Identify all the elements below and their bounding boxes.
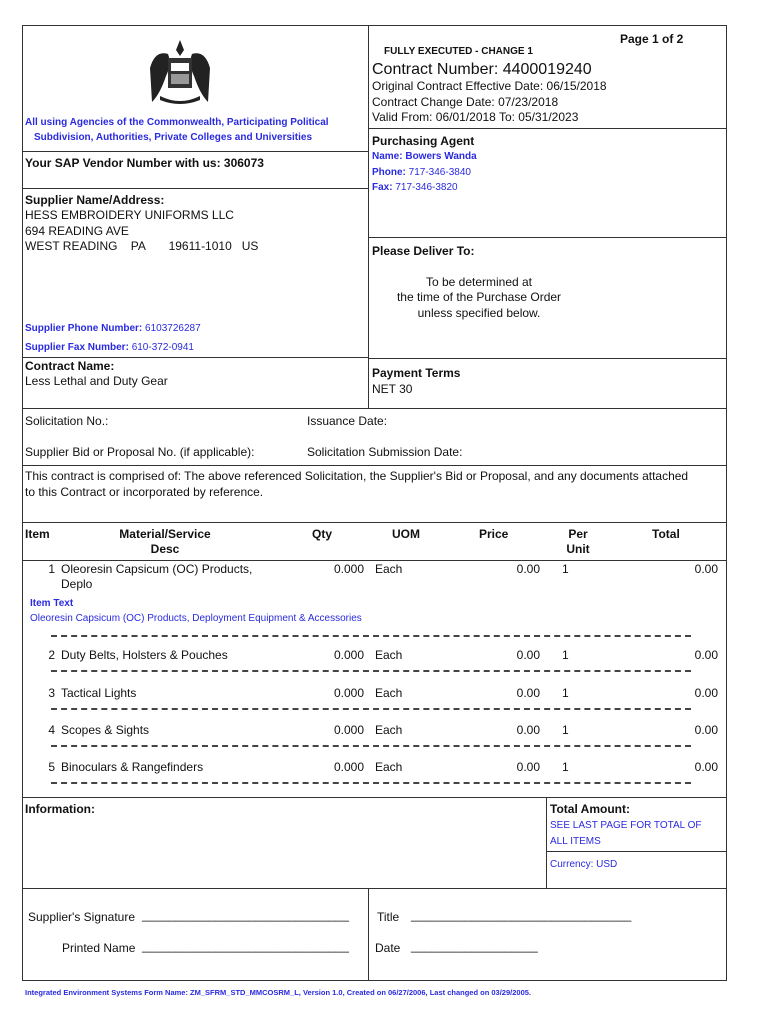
commonwealth-seal-icon [140, 38, 220, 106]
signature-field[interactable]: _______________________________ [142, 908, 349, 922]
contract-number: Contract Number: 4400019240 [372, 61, 592, 78]
col-uom: UOM [392, 527, 420, 541]
cell-uom: Each [375, 723, 403, 737]
comprised-text: This contract is comprised of: The above referenced Solicitation, the Supplier's Bid or Proposal, and any documents attached [25, 469, 689, 483]
cell-price: 0.00 [516, 562, 540, 576]
row-separator [51, 708, 691, 710]
cell-per: 1 [562, 686, 569, 700]
cell-item: 1 [48, 562, 55, 576]
supplier-label: Supplier Name/Address: [25, 193, 165, 207]
cell-total: 0.00 [694, 648, 718, 662]
total-note: SEE LAST PAGE FOR TOTAL OF [550, 820, 702, 831]
comprised-text: to this Contract or incorporated by reference. [25, 485, 264, 499]
col-desc: Desc [150, 542, 180, 556]
cell-item: 2 [48, 648, 55, 662]
cell-item: 3 [48, 686, 55, 700]
bid-no: Supplier Bid or Proposal No. (if applicable): [25, 445, 255, 459]
payment-terms: NET 30 [372, 382, 413, 396]
cell-total: 0.00 [694, 760, 718, 774]
deliver-label: Please Deliver To: [372, 244, 475, 258]
col-qty: Qty [312, 527, 333, 541]
printed-name-label: Printed Name [62, 941, 136, 955]
total-note: ALL ITEMS [550, 836, 601, 847]
col-desc: Material/Service [119, 527, 211, 541]
cell-qty: 0.000 [333, 723, 364, 737]
cell-per: 1 [562, 723, 569, 737]
col-per: Per [568, 527, 588, 541]
cell-per: 1 [562, 648, 569, 662]
payment-label: Payment Terms [372, 366, 461, 380]
cell-total: 0.00 [694, 723, 718, 737]
cell-uom: Each [375, 648, 403, 662]
printed-name-field[interactable]: _______________________________ [142, 939, 349, 953]
supplier-street: 694 READING AVE [25, 224, 129, 238]
cell-desc: Scopes & Sights [61, 723, 150, 737]
cell-price: 0.00 [516, 723, 540, 737]
supplier-city: WEST READING PA 19611-1010 US [25, 239, 259, 253]
supplier-phone: Supplier Phone Number: 6103726287 [25, 323, 201, 334]
cell-total: 0.00 [694, 686, 718, 700]
cell-total: 0.00 [694, 562, 718, 576]
submission-date: Solicitation Submission Date: [307, 445, 463, 459]
valid-dates: Valid From: 06/01/2018 To: 05/31/2023 [372, 110, 579, 124]
title-label: Title [377, 910, 400, 924]
row-separator [51, 635, 691, 637]
item-text: Oleoresin Capsicum (OC) Products, Deployment Equipment & Accessories [30, 613, 362, 624]
cell-item: 5 [48, 760, 55, 774]
contract-name-label: Contract Name: [25, 359, 115, 373]
cell-qty: 0.000 [333, 760, 364, 774]
agency-line2: Subdivision, Authorities, Private Colleges and Universities [34, 132, 313, 143]
deliver-line: To be determined at [425, 275, 533, 289]
title-field[interactable]: _________________________________ [411, 908, 632, 922]
change-date: Contract Change Date: 07/23/2018 [372, 95, 559, 109]
information-label: Information: [25, 802, 95, 816]
cell-qty: 0.000 [333, 562, 364, 576]
cell-qty: 0.000 [333, 648, 364, 662]
cell-price: 0.00 [516, 648, 540, 662]
cell-uom: Each [375, 686, 403, 700]
cell-desc: Duty Belts, Holsters & Pouches [61, 648, 228, 662]
vendor-number: Your SAP Vendor Number with us: 306073 [25, 156, 264, 170]
agent-fax: Fax: 717-346-3820 [372, 182, 458, 193]
col-per: Unit [566, 542, 590, 556]
col-price: Price [479, 527, 509, 541]
cell-price: 0.00 [516, 760, 540, 774]
agent-name: Name: Bowers Wanda [372, 151, 477, 162]
col-total: Total [652, 527, 680, 541]
cell-desc: Deplo [61, 577, 93, 591]
cell-qty: 0.000 [333, 686, 364, 700]
date-label: Date [375, 941, 401, 955]
agent-label: Purchasing Agent [372, 134, 475, 148]
cell-desc: Oleoresin Capsicum (OC) Products, [61, 562, 253, 576]
cell-uom: Each [375, 562, 403, 576]
deliver-line: unless specified below. [417, 306, 541, 320]
cell-per: 1 [562, 760, 569, 774]
cell-price: 0.00 [516, 686, 540, 700]
deliver-line: the time of the Purchase Order [396, 290, 562, 304]
currency: Currency: USD [550, 859, 618, 870]
supplier-name: HESS EMBROIDERY UNIFORMS LLC [25, 208, 234, 222]
date-field[interactable]: ___________________ [411, 939, 538, 953]
row-separator [51, 670, 691, 672]
agent-phone: Phone: 717-346-3840 [372, 167, 471, 178]
col-item: Item [25, 527, 50, 541]
cell-desc: Tactical Lights [61, 686, 137, 700]
cell-item: 4 [48, 723, 55, 737]
original-date: Original Contract Effective Date: 06/15/2018 [372, 79, 607, 93]
total-amount-label: Total Amount: [550, 802, 630, 816]
row-separator [51, 782, 691, 784]
form-footer: Integrated Environment Systems Form Name: ZM_SFRM_STD_MMCOSRM_L, Version 1.0, Created on 06/27/2006, Last changed on 03/29/2005. [25, 988, 531, 997]
page-number: Page 1 of 2 [620, 32, 684, 46]
cell-per: 1 [562, 562, 569, 576]
agency-line1: All using Agencies of the Commonwealth, Participating Political [25, 117, 329, 128]
contract-name: Less Lethal and Duty Gear [25, 374, 168, 388]
supplier-fax: Supplier Fax Number: 610-372-0941 [25, 342, 194, 353]
item-text-label: Item Text [30, 598, 74, 609]
solicitation-no: Solicitation No.: [25, 414, 109, 428]
cell-uom: Each [375, 760, 403, 774]
row-separator [51, 745, 691, 747]
issuance-date: Issuance Date: [307, 414, 388, 428]
cell-desc: Binoculars & Rangefinders [61, 760, 204, 774]
signature-label: Supplier's Signature [28, 910, 136, 924]
status: FULLY EXECUTED - CHANGE 1 [384, 46, 533, 57]
